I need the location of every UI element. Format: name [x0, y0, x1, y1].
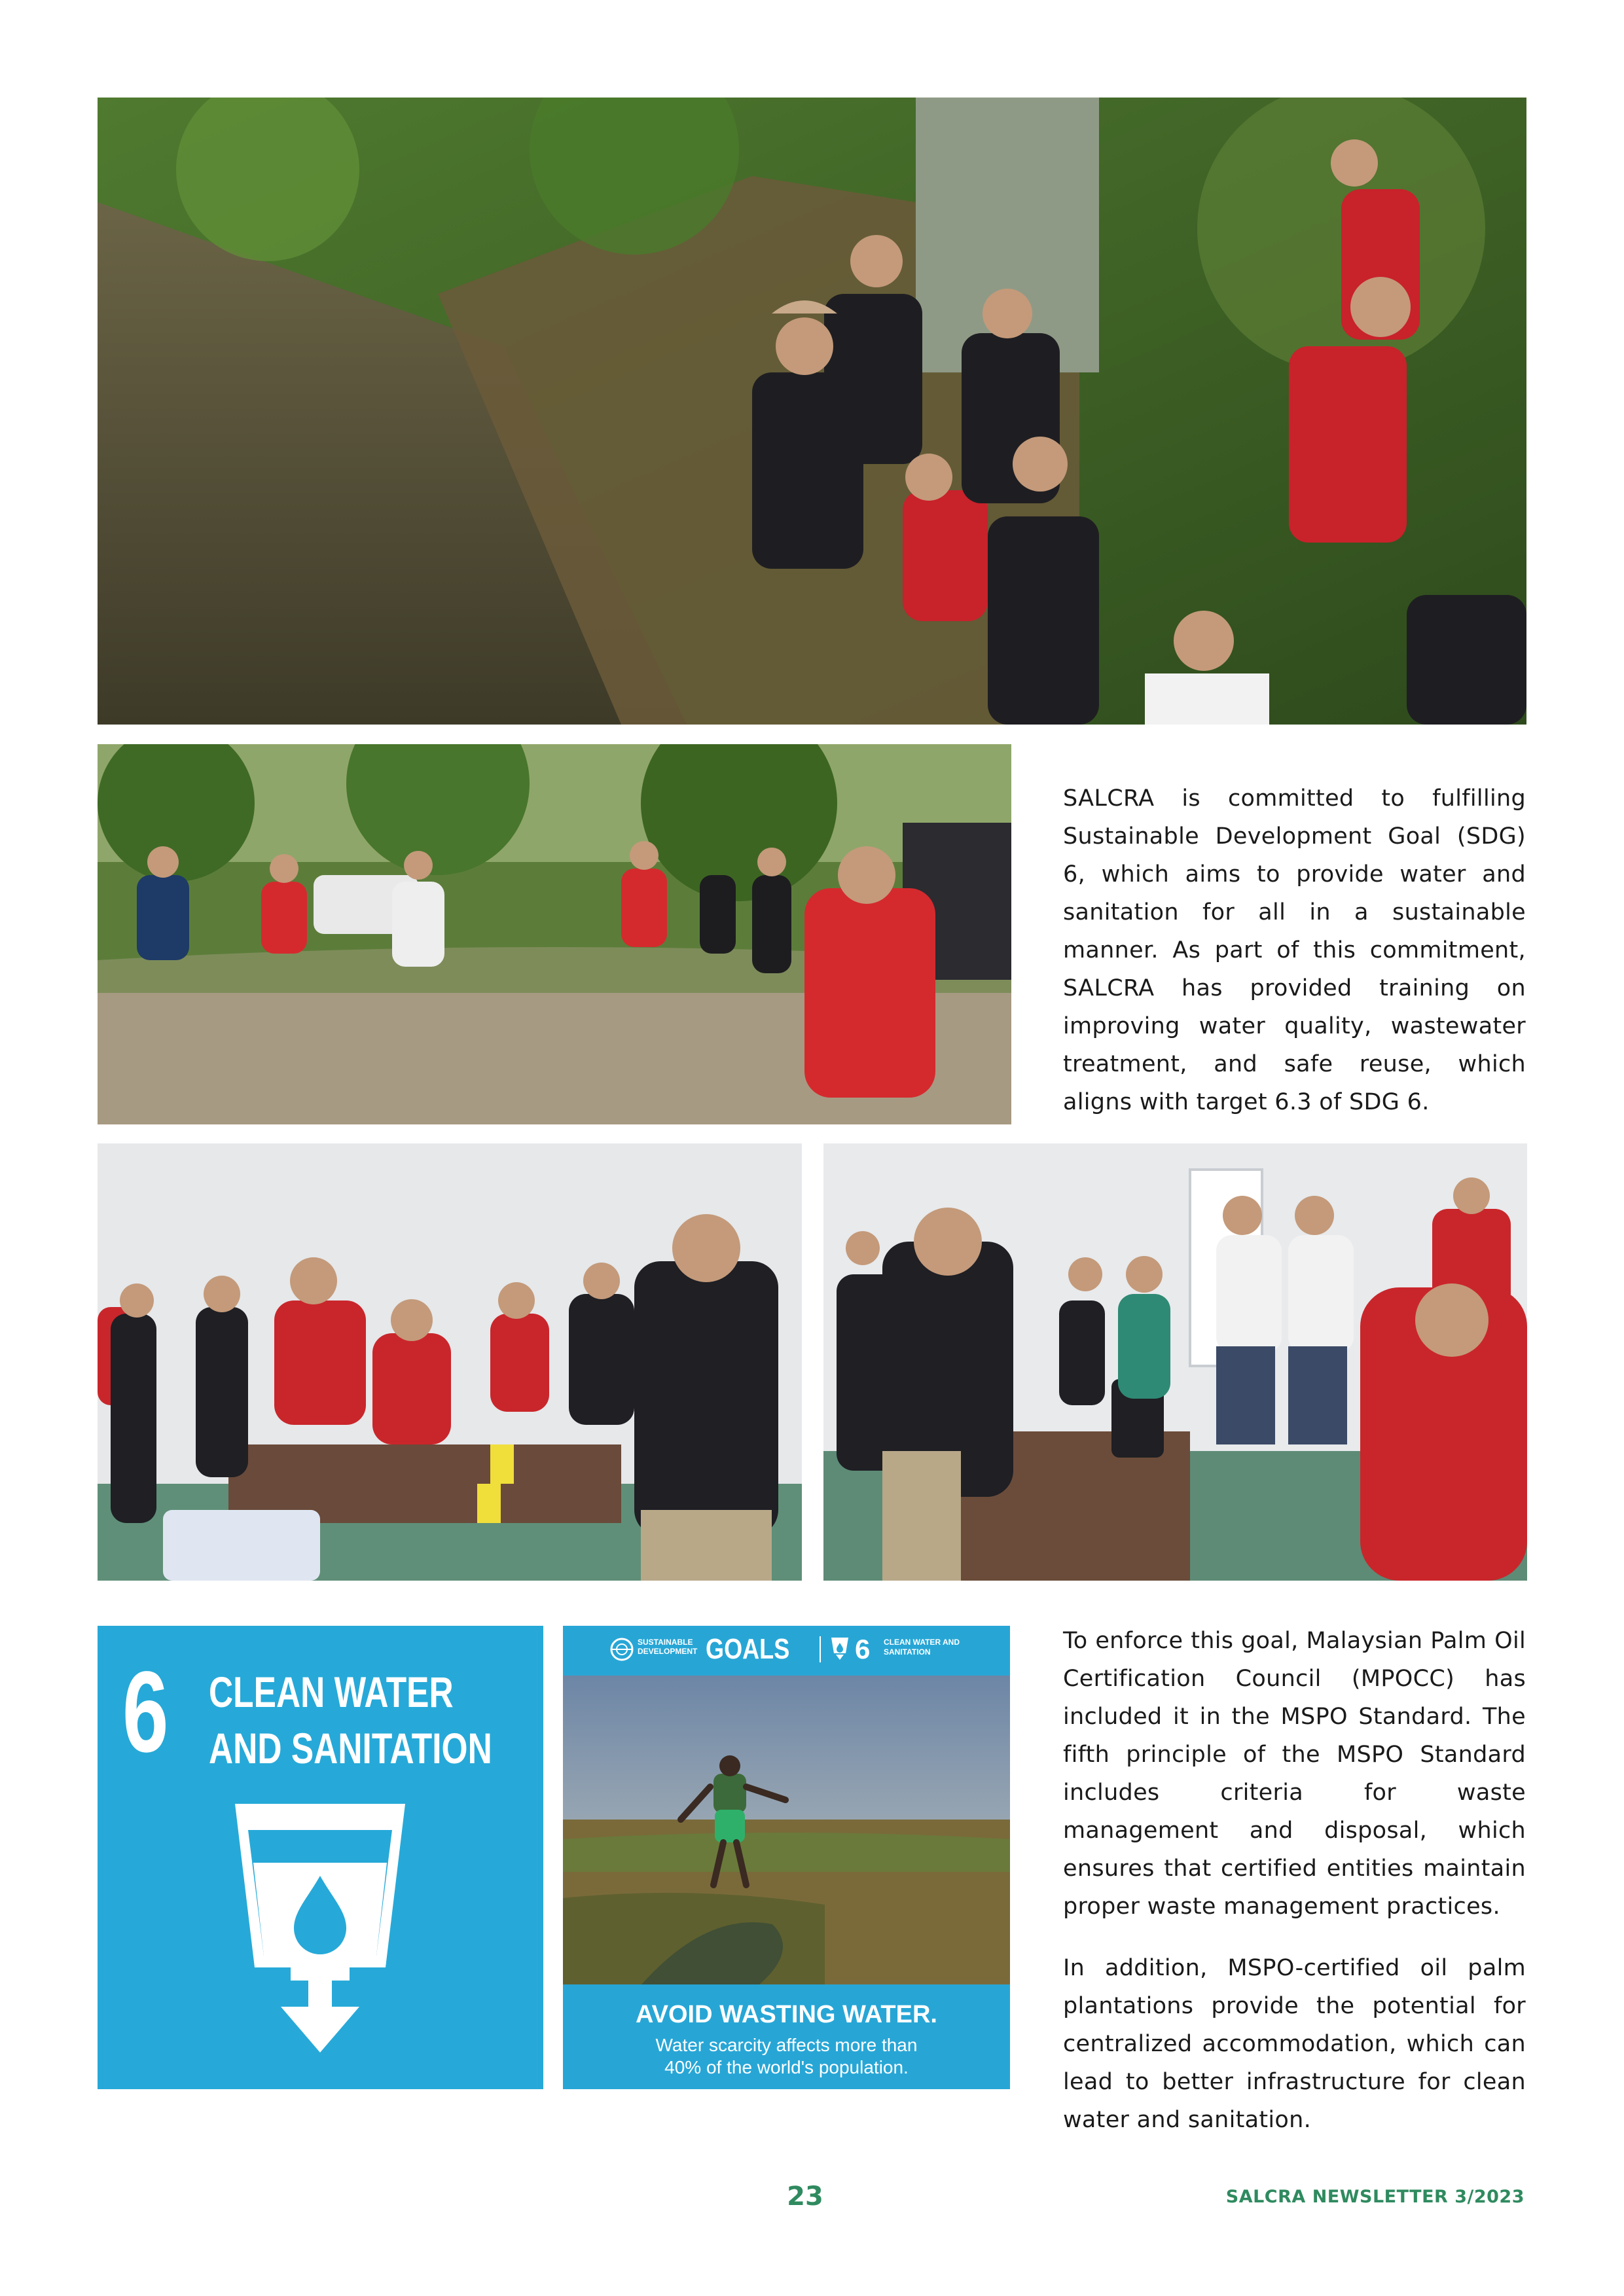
- newsletter-footer-title: SALCRA NEWSLETTER 3/2023: [1225, 2187, 1525, 2207]
- intro-paragraph: [1063, 780, 1526, 1145]
- field-water-sampling-photo: [98, 98, 1526, 725]
- sdg-goal-title-line-2: AND SANITATION: [209, 1724, 492, 1772]
- water-glass-icon: [831, 1638, 848, 1660]
- poster-brand-goals: GOALS: [706, 1633, 790, 1665]
- poster-headline: AVOID WASTING WATER.: [636, 2001, 937, 2028]
- poster-subline-1: Water scarcity affects more than: [655, 2035, 918, 2055]
- paragraph-sdg6-commitment: SALCRA is committed to fulfilling Sustainable Development Goal (SDG) 6, which aims to provide water and sanitation for all in a sustainable manner. As part of this commitment, SALCRA has provided training on improving water quality, wastewater treatment, and safe reuse, which aligns with target 6.3 of SDG 6.: [1063, 785, 1526, 1115]
- poster-header: [563, 1626, 1010, 1673]
- water-glass-icon: [235, 1804, 405, 2053]
- poster-brand-small: SUSTAINABLE DEVELOPMENT: [638, 1638, 698, 1656]
- page-number: 23: [787, 2181, 823, 2212]
- avoid-wasting-water-poster: [563, 1626, 1010, 2089]
- poster-goal-number: 6: [855, 1634, 871, 1664]
- sdg-goal-title: [209, 1664, 492, 1776]
- paragraph-mspo-plantations: In addition, MSPO-certified oil palm plantations provide the potential for centralized accommodation, which can lead to better infrastructure for clean water and sanitation.: [1063, 1955, 1526, 2133]
- sdg6-goal-tile: [98, 1626, 543, 2089]
- sdg-goal-number: 6: [122, 1648, 169, 1776]
- poster-photo: [563, 1676, 1010, 1984]
- poster-subline: [563, 2034, 1010, 2079]
- mspo-paragraphs: [1063, 1622, 1526, 2162]
- sdg-goal-title-line-1: CLEAN WATER: [209, 1668, 454, 1716]
- plantation-group-training-photo: [98, 744, 1011, 1124]
- un-emblem-icon: [610, 1638, 634, 1661]
- lab-demonstration-photo-left: [98, 1143, 802, 1581]
- poster-subline-2: 40% of the world's population.: [664, 2057, 909, 2077]
- lab-demonstration-photo-right: [823, 1143, 1527, 1581]
- poster-divider: [820, 1636, 821, 1662]
- poster-goal-name: CLEAN WATER AND SANITATION: [884, 1638, 960, 1657]
- paragraph-mspo-standard: To enforce this goal, Malaysian Palm Oil Certification Council (MPOCC) has included it in the MSPO Standard. The fifth principle of the MSPO Standard includes criteria for waste management and disposal, which ensures that certified entities maintain proper waste management practices.: [1063, 1628, 1526, 1920]
